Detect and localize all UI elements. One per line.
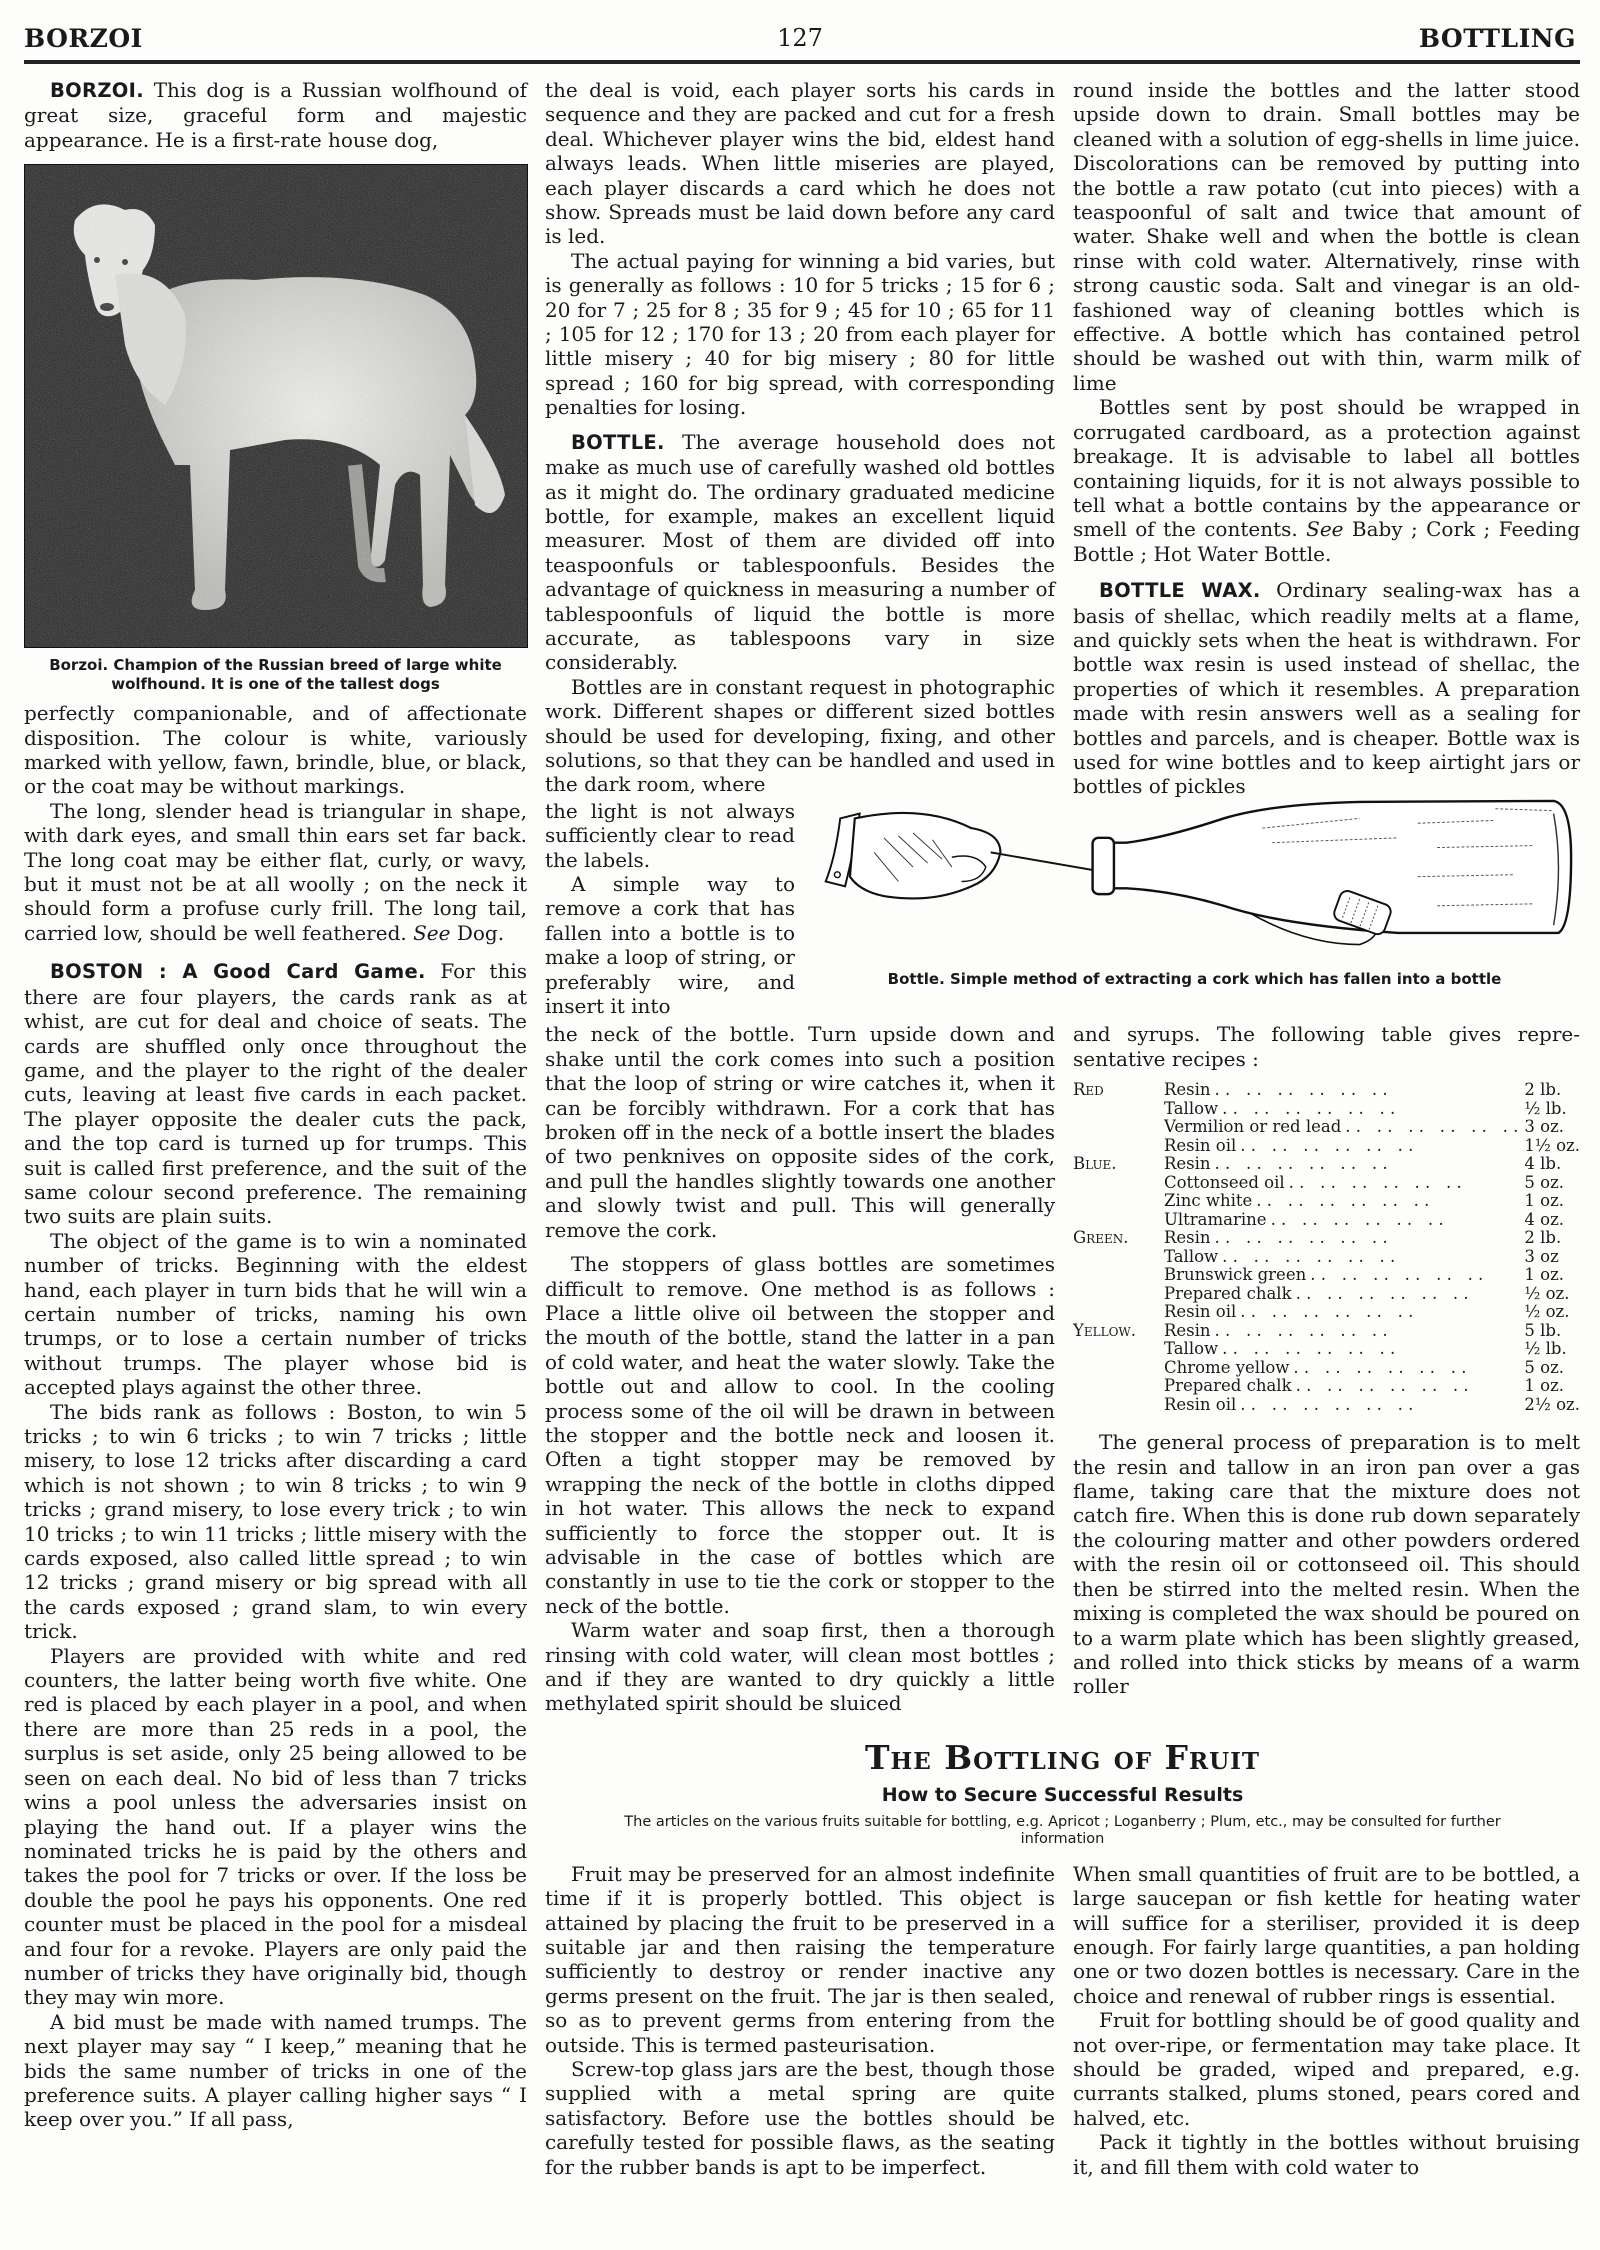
recipe-ingredient-cell — [1164, 1285, 1518, 1304]
fruit-paragraph: Fruit for bottling should be of good quality and not over-ripe, or fermentation may take place. It should be graded, wiped and prepared, e.g. currants stalked, plums stoned, pears cored and halved, etc. — [1073, 2008, 1580, 2130]
boston-paragraph: Players are provided with white and red counters, the latter being worth five white. One red is placed by each player in a pool, and when there are more than 25 reds in a pool, the surplus is set aside, only 25 being allowed to be seen on each deal. No bid of less than 7 tricks wins a pool unless the adversaries insist on playing the hand out. If a player wins the nominated tricks he is paid by the others and takes the pool for 7 tricks or over. If the loss be double the pool he pays his opponents. One red counter must be placed in the pool for a misdeal and four for a revoke. Players are only paid the number of tricks they have originally bid, though they may win more. — [24, 1643, 527, 2010]
recipe-row — [1073, 1100, 1580, 1119]
bottle-term: BOTTLE. — [571, 430, 665, 454]
boston-paragraph: The object of the game is to win a nominated number of tricks. Beginning with the eldest hand, each player in turn bids that he will win a certain number of tricks, naming his own trumps, or to lose a certain number of tricks without trumps. The player whose bid is accepted plays against the other three. — [24, 1228, 527, 1400]
recipe-leader-dots: . . . . . . . . . . . . — [1214, 1155, 1388, 1174]
recipe-row — [1073, 1155, 1580, 1174]
main-columns — [24, 78, 1580, 2179]
recipe-ingredient: Prepared chalk — [1164, 1377, 1296, 1395]
recipe-ingredient-cell — [1164, 1100, 1518, 1119]
boston-paragraph: the deal is void, each player sorts his cards in sequence and they are packed and cut for a fresh deal. Whichever player wins the bid, eldest hand always leads. When little miseries are played, each player discards a card which he does not show. Spreads must be laid down before any card is led. — [545, 78, 1055, 249]
recipe-colour-group: Red — [1073, 1080, 1104, 1100]
recipe-row — [1073, 1192, 1580, 1211]
recipe-ingredient: Resin oil — [1164, 1396, 1240, 1414]
fruit-paragraph: When small quantities of fruit are to be bottled, a large saucepan or fish kettle for heating water will suffice for a steriliser, provided it is deep enough. For fairly large quantities, a pan holding one or two dozen bottles is necessary. Care in the choice and renewal of rubber rings is essential. — [1073, 1861, 1580, 2008]
recipe-ingredient-cell — [1164, 1229, 1518, 1248]
recipe-amount: 5 oz. — [1524, 1357, 1565, 1377]
left-column — [24, 78, 527, 2132]
recipe-colour-group — [1073, 1377, 1164, 1396]
wax-recipe-table — [1073, 1081, 1580, 1414]
middle-column-narrow — [545, 799, 795, 1019]
borzoi-term: BORZOI. — [50, 79, 144, 102]
bottle-paragraph: the neck of the bottle. Turn upside down and shake until the cork comes into such a position that the loop of string or wire catches it, when it can be forcibly withdrawn. For a cork that has broken off in the neck of a bottle insert the blades of two penknives on opposite sides of the cork, and pull the handles slightly towards one another and slowly twist and pull. This will generally remove the cork. — [545, 1022, 1055, 1242]
recipe-ingredient: Vermilion or red lead — [1164, 1118, 1345, 1136]
recipe-row — [1073, 1137, 1580, 1156]
recipe-ingredient-cell — [1164, 1211, 1518, 1230]
recipe-leader-dots: . . . . . . . . . . . . — [1288, 1173, 1462, 1192]
recipe-colour-group — [1073, 1192, 1164, 1211]
recipe-row — [1073, 1396, 1580, 1415]
recipe-ingredient-cell — [1164, 1377, 1518, 1396]
recipe-ingredient-cell — [1164, 1322, 1518, 1341]
recipe-row — [1073, 1081, 1580, 1100]
figure-row — [545, 799, 1580, 1019]
boston-paragraph: The bids rank as follows : Boston, to win 5 tricks ; to win 6 tricks ; to win 7 tricks ; little misery, to lose 12 tricks after discarding a card which is not shown ; to win 8 tricks ; to win 9 tricks ; grand misery, to lose every trick ; to win 10 tricks ; to win 11 tricks ; little misery with the cards exposed, also called little spread ; to win 12 tricks ; grand misery or big spread with all the cards exposed ; grand slam, to win every trick. — [24, 1399, 527, 1644]
bottle-paragraph: the light is not always sufficiently clear to read the labels. — [545, 798, 795, 872]
recipe-leader-dots: . . . . . . . . . . . . — [1293, 1358, 1467, 1377]
recipe-amount: 5 lb. — [1524, 1320, 1562, 1340]
bottle-paragraph: Bottles sent by post should be wrapped in corrugated cardboard, as a protection against breakage. It is advisable to label all bottles containing liquids, for it is not always possible to tell what a bottle contains by the appearance or smell of the contents. — [1073, 395, 1580, 542]
recipe-ingredient: Chrome yellow — [1164, 1359, 1293, 1377]
recipe-ingredient: Prepared chalk — [1164, 1285, 1296, 1303]
bottle-wax-paragraph: The general process of preparation is to melt the resin and tallow in an iron pan over a gas flame, taking care that the mixture does not catch fire. When this is done rub down separately the colouring matter and other powders ordered with the resin oil or cottonseed oil. This should then be stirred into the melted resin. When the mixing is completed the wax should be poured on to a warm plate which has been slightly greased, and rolled into thick sticks by means of a warm roller — [1073, 1430, 1580, 1699]
recipe-colour-group: Yellow. — [1073, 1320, 1137, 1340]
bottle-paragraph: round inside the bottles and the latter stood upside down to drain. Small bottles may be cleaned with a solution of egg-shells in lime juice. Discolorations can be removed by putting into the bottle a raw potato (cut into pieces) with a teaspoonful of salt and twice that amount of water. Shake well and when the bottle is clean rinse with cold water. Alternatively, rinse with strong caustic soda. Salt and vinegar is an old-fashioned way of cleaning bottles which is effective. A bottle which has contained petrol should be washed out with thin, warm milk of lime — [1073, 78, 1580, 395]
cork-figure — [809, 799, 1580, 989]
see-label: See — [1306, 517, 1344, 542]
recipe-colour-group — [1073, 1118, 1164, 1137]
fruit-paragraph: Screw-top glass jars are the best, though those supplied with a metal spring are quite satisfactory. Before use the bottles should be carefully tested for possible flaws, as the seating for the rubber bands is apt to be imperfect. — [545, 2057, 1055, 2179]
see-label: See — [413, 920, 451, 945]
recipe-amount: 1 oz. — [1524, 1191, 1565, 1211]
recipe-colour-group — [1073, 1211, 1164, 1230]
recipe-ingredient: Tallow — [1164, 1340, 1222, 1358]
recipe-leader-dots: . . . . . . . . . . . . — [1222, 1247, 1396, 1266]
recipe-colour-group — [1073, 1137, 1164, 1156]
recipe-amount: 2 lb. — [1524, 1228, 1562, 1248]
recipe-leader-dots: . . . . . . . . . . . . — [1295, 1284, 1469, 1303]
right-column-bottom — [1073, 1022, 1580, 1698]
recipe-row — [1073, 1174, 1580, 1193]
header-left-term: BORZOI — [24, 24, 143, 53]
recipe-colour-group: Green. — [1073, 1228, 1129, 1248]
bottle-wax-term: BOTTLE WAX. — [1099, 579, 1261, 603]
recipe-leader-dots: . . . . . . . . . . . . — [1295, 1377, 1469, 1396]
recipe-ingredient: Resin — [1164, 1322, 1215, 1340]
recipe-colour-group — [1073, 1285, 1164, 1304]
recipe-colour-group — [1073, 1303, 1164, 1322]
borzoi-intro-text: This dog is a Russian wolfhound of great size, graceful form and majestic appearance. He is a first-rate house dog, — [24, 78, 528, 152]
recipe-ingredient-cell — [1164, 1081, 1518, 1100]
recipe-amount: 4 oz. — [1524, 1209, 1565, 1229]
see-references-bottle[interactable]: Baby ; Cork ; Feeding Bottle ; Hot Water Bottle. — [1073, 517, 1581, 566]
recipe-row — [1073, 1211, 1580, 1230]
recipe-amount: ½ lb. — [1524, 1098, 1567, 1118]
recipe-row — [1073, 1118, 1580, 1137]
bottle-neck-lip — [1093, 838, 1114, 894]
recipe-ingredient-cell — [1164, 1118, 1518, 1137]
recipe-ingredient-cell — [1164, 1396, 1518, 1415]
recipe-row — [1073, 1285, 1580, 1304]
recipe-ingredient: Resin — [1164, 1155, 1215, 1173]
recipe-amount: 3 oz — [1524, 1246, 1559, 1266]
bottle-paragraph: Bottles are in constant request in photographic work. Different shapes or different sized bottles should be used for developing, fixing, and other solutions, so that they can be handled and used in the dark room, where — [545, 674, 1055, 797]
borzoi-paragraph: The long, slender head is triangular in shape, with dark eyes, and small thin ears set far back. The long coat may be either flat, curly, or wavy, but it must not be at all woolly ; on the neck it should form a profuse curly frill. The long tail, carried low, should be well feathered. — [24, 798, 527, 945]
recipe-row — [1073, 1359, 1580, 1378]
recipe-amount: 1½ oz. — [1524, 1135, 1580, 1155]
recipe-colour-group — [1073, 1266, 1164, 1285]
recipe-amount: 1 oz. — [1524, 1265, 1565, 1285]
fruit-section-head — [545, 1738, 1580, 1848]
bottle-paragraph: Warm water and soap first, then a thorough rinsing with cold water, will clean most bottles ; and if they are wanted to dry quickly a little methylated spirit should be sluiced — [545, 1618, 1055, 1716]
recipe-row — [1073, 1340, 1580, 1359]
fruit-column-right — [1073, 1862, 1580, 2179]
recipe-row — [1073, 1377, 1580, 1396]
bottle-paragraph: The average household does not make as much use of carefully washed old bottles as it might do. The ordinary graduated medicine bottle, for example, makes an excellent liquid measurer. Most of them are divided off into teaspoonfuls or tablespoonfuls. Besides the advantage of quickness in measuring a number of tablespoonfuls of liquid the bottle is more accurate, as tablespoons vary in size considerably. — [545, 429, 1056, 675]
recipe-amount: 3 oz. — [1524, 1117, 1565, 1137]
recipe-row — [1073, 1266, 1580, 1285]
recipe-colour-group — [1073, 1248, 1164, 1267]
recipe-leader-dots: . . . . . . . . . . . . — [1240, 1303, 1414, 1322]
bottle-paragraph: A simple way to remove a cork that has fallen into a bottle is to make a loop of string, or preferably wire, and insert it into — [545, 872, 795, 1019]
recipe-row — [1073, 1229, 1580, 1248]
recipe-colour-group — [1073, 1174, 1164, 1193]
recipe-colour-group — [1073, 1340, 1164, 1359]
recipe-amount: 2½ oz. — [1524, 1394, 1580, 1414]
recipe-leader-dots: . . . . . . . . . . . . — [1214, 1229, 1388, 1248]
recipe-leader-dots: . . . . . . . . . . . . — [1214, 1081, 1388, 1100]
recipe-ingredient: Tallow — [1164, 1248, 1222, 1266]
borzoi-photo-caption: Borzoi. Champion of the Russian breed of large white wolfhound. It is one of the tallest dogs — [49, 656, 502, 693]
recipe-amount: ½ lb. — [1524, 1339, 1567, 1359]
recipe-leader-dots: . . . . . . . . . . . . — [1240, 1136, 1414, 1155]
recipe-ingredient: Resin oil — [1164, 1137, 1240, 1155]
recipe-amount: 4 lb. — [1524, 1154, 1562, 1174]
borzoi-photo — [24, 164, 528, 648]
section-subtitle: How to Secure Successful Results — [881, 1783, 1244, 1806]
middle-column-top — [545, 78, 1055, 797]
section-note: The articles on the various fruits suitable for bottling, e.g. Apricot ; Loganberry ; Plum, etc., may be consulted for further information — [624, 1813, 1501, 1847]
bottle-wax-paragraph: and syrups. The following table gives representative recipes : — [1073, 1022, 1580, 1071]
recipe-leader-dots: . . . . . . . . . . . . — [1214, 1321, 1388, 1340]
recipe-ingredient-cell — [1164, 1137, 1518, 1156]
recipe-leader-dots: . . . . . . . . . . . . — [1270, 1210, 1444, 1229]
recipe-leader-dots: . . . . . . . . . . . . — [1256, 1192, 1430, 1211]
recipe-ingredient: Ultramarine — [1164, 1211, 1271, 1229]
fruit-paragraph: Fruit may be preserved for an almost indefinite time if it is properly bottled. This object is attained by placing the fruit to be preserved in a suitable jar and then raising the temperature sufficiently to destroy or render inactive any germs present on the fruit. The jar is then sealed, so as to prevent germs from entering from the outside. This is termed pasteurisation. — [545, 1861, 1055, 2057]
recipe-ingredient: Brunswick green — [1164, 1266, 1310, 1284]
recipe-ingredient: Resin — [1164, 1229, 1215, 1247]
bottle-figure-caption: Bottle. Simple method of extracting a cork which has fallen into a bottle — [887, 969, 1502, 988]
cork-extraction-illustration — [809, 799, 1580, 964]
boston-paragraph: A bid must be made with named trumps. The next player may say “ I keep,” meaning that he bids the same number of tricks in one of the preference suits. A player calling higher says “ I keep over you.” If all pass, — [24, 2009, 527, 2132]
middle-column-bottom — [545, 1022, 1055, 1715]
recipe-leader-dots: . . . . . . . . . . . . — [1310, 1266, 1484, 1285]
recipe-ingredient: Zinc white — [1164, 1192, 1256, 1210]
recipe-leader-dots: . . . . . . . . . . . . — [1222, 1340, 1396, 1359]
page-number: 127 — [777, 24, 823, 52]
hand — [850, 813, 1000, 898]
recipe-colour-group: Blue. — [1073, 1154, 1117, 1174]
boston-term: BOSTON : A Good Card Game. — [50, 960, 426, 984]
running-header — [24, 24, 1576, 58]
recipe-amount: 2 lb. — [1524, 1080, 1562, 1100]
recipe-ingredient: Resin oil — [1164, 1303, 1240, 1321]
section-title: The Bottling of Fruit — [864, 1737, 1261, 1777]
recipe-ingredient-cell — [1164, 1174, 1518, 1193]
recipe-ingredient-cell — [1164, 1340, 1518, 1359]
boston-paragraph: The actual paying for winning a bid varies, but is generally as follows : 10 for 5 tricks ; 15 for 6 ; 20 for 7 ; 25 for 8 ; 35 for 9 ; 45 for 10 ; 65 for 11 ; 105 for 12 ; 170 for 13 ; 20 from each player for little misery ; 40 for big misery ; 80 for little spread ; 160 for big spread, with corresponding penalties for losing. — [545, 248, 1055, 420]
recipe-ingredient: Cottonseed oil — [1164, 1174, 1289, 1192]
fruit-paragraph: Pack it tightly in the bottles without bruising it, and fill them with cold water to — [1073, 2130, 1580, 2179]
borzoi-dog-illustration — [25, 165, 527, 647]
recipe-amount: ½ oz. — [1524, 1302, 1570, 1322]
recipe-ingredient-cell — [1164, 1266, 1518, 1285]
borzoi-paragraph: perfectly companionable, and of affectionate disposition. The colour is white, variously marked with yellow, fawn, brindle, blue, or black, or the coat may be without markings. — [24, 701, 527, 799]
bottle-wax-paragraph: Ordinary sealing-wax has a basis of shellac, which readily melts at a flame, and quickly sets when the heat is withdrawn. For bottle wax resin is used instead of shellac, the properties of which it resembles. A preparation made with resin answers well as a sealing for bottles and parcels, and is cheaper. Bottle wax is used for wine bottles and to keep airtight jars or bottles of pickles — [1073, 578, 1581, 799]
recipe-leader-dots: . . . . . . . . . . . . — [1240, 1395, 1414, 1414]
fruit-column-left — [545, 1862, 1055, 2179]
recipe-row — [1073, 1248, 1580, 1267]
recipe-amount: 1 oz. — [1524, 1376, 1565, 1396]
middle-right-area — [545, 78, 1580, 2179]
recipe-ingredient-cell — [1164, 1248, 1518, 1267]
recipe-row — [1073, 1322, 1580, 1341]
recipe-leader-dots: . . . . . . . . . . . . — [1222, 1099, 1396, 1118]
recipe-row — [1073, 1303, 1580, 1322]
recipe-ingredient-cell — [1164, 1303, 1518, 1322]
right-column-top — [1073, 78, 1580, 799]
recipe-ingredient-cell — [1164, 1155, 1518, 1174]
recipe-colour-group — [1073, 1359, 1164, 1378]
header-right-term: BOTTLING — [1418, 24, 1576, 53]
recipe-ingredient: Tallow — [1164, 1100, 1222, 1118]
bottle-paragraph: The stoppers of glass bottles are sometimes difficult to remove. One method is as follows : Place a little olive oil between the stopper and the mouth of the bottle, stand the latter in a pan of cold water, and heat the water slowly. Take the bottle out and allow to cool. In the cooling process some of the oil will be drawn in between the stopper and the bottle neck and loosen it. Often a tight stopper may be removed by wrapping the neck of the bottle in cloths dipped in hot water. This allows the neck to expand sufficiently to force the stopper out. It is advisable in the case of bottles which are constantly in use to tie the cork or stopper to the neck of the bottle. — [545, 1252, 1055, 1618]
recipe-amount: ½ oz. — [1524, 1283, 1570, 1303]
recipe-colour-group — [1073, 1100, 1164, 1119]
see-reference-dog[interactable]: Dog. — [456, 920, 505, 945]
recipe-colour-group — [1073, 1396, 1164, 1415]
recipe-ingredient-cell — [1164, 1359, 1518, 1378]
boston-paragraph: For this there are four players, the cards rank as at whist, are cut for deal and choice of seats. The cards are shuffled only once throughout the game, and the player to the right of the dealer cuts, leaving at least five cards in each packet. The player opposite the dealer cuts the pack, and the top card is turned up for trumps. This suit is called first preference, and the suit of the same colour second preference. The remaining two suits are plain suits. — [24, 959, 527, 1229]
header-rule — [24, 60, 1580, 64]
recipe-amount: 5 oz. — [1524, 1172, 1565, 1192]
recipe-leader-dots: . . . . . . . . . . . . — [1345, 1118, 1519, 1137]
recipe-ingredient-cell — [1164, 1192, 1518, 1211]
recipe-ingredient: Resin — [1164, 1081, 1215, 1099]
